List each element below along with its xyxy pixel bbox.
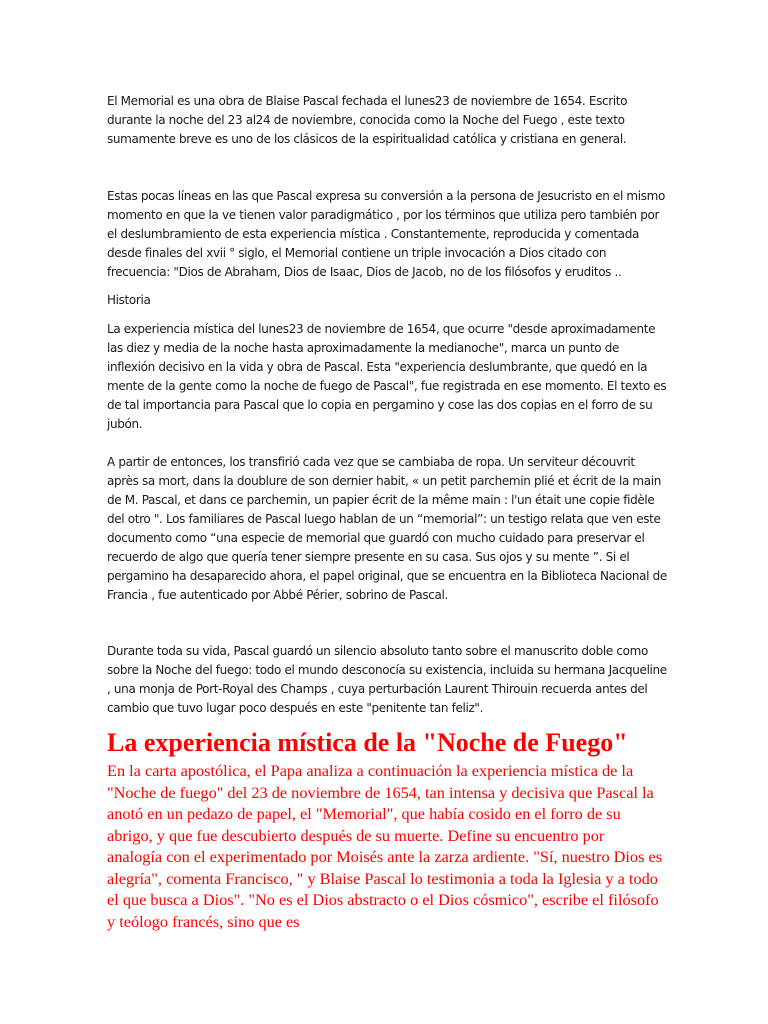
paragraph-intro: El Memorial es una obra de Blaise Pascal fechada el lunes23 de noviembre de 1654. Escrito durante la noche del 23 al24 de noviembre, conocida como la Noche del Fuego , este texto sumamente breve es uno de los clásicos de la espiritualidad católica y cristiana en general. bbox=[107, 94, 628, 146]
red-section-heading: La experiencia mística de la "Noche de Fuego" bbox=[107, 728, 628, 757]
section-heading-historia: Historia bbox=[107, 293, 151, 307]
red-section-body: En la carta apostólica, el Papa analiza a continuación la experiencia mística de la "Noche de fuego" del 23 de noviembre de 1654, tan intensa y decisiva que Pascal la anotó en un pedazo de papel, el "Memorial", que había cosido en el forro de su abrigo, y que fue descubierto después de su muerte. Define su encuentro por analogía con el experimentado por Moisés ante la zarza ardiente. "Sí, nuestro Dios es alegría", comenta Francisco, " y Blaise Pascal lo testimonia a toda la Iglesia y a todo el que busca a Dios". "No es el Dios abstracto o el Dios cósmico", escribe el filósofo y teólogo francés, sino que es bbox=[107, 761, 663, 931]
paragraph-conversion: Estas pocas líneas en las que Pascal expresa su conversión a la persona de Jesucristo en el mismo momento en que la ve tienen valor paradigmático , por los términos que utiliza pero también por el deslumbramiento de esta experiencia mística . Constantemente, reproducida y comentada desde finales del xvii ° siglo, el Memorial contiene un triple invocación a Dios citado con frecuencia: "Dios de Abraham, Dios de Isaac, Dios de Jacob, no de los filósofos y eruditos .. bbox=[107, 189, 665, 279]
paragraph-silence: Durante toda su vida, Pascal guardó un silencio absoluto tanto sobre el manuscrito doble como sobre la Noche del fuego: todo el mundo desconocía su existencia, incluida su hermana Jacqueline , una monja de Port-Royal des Champs , cuya perturbación Laurent Thirouin recuerda antes del cambio que tuvo lugar poco después en este "penitente tan feliz". bbox=[107, 644, 667, 715]
paragraph-mystic-experience: La experiencia mística del lunes23 de noviembre de 1654, que ocurre "desde aproximadamente las diez y media de la noche hasta aproximadamente la medianoche", marca un punto de inflexión decisivo en la vida y obra de Pascal. Esta "experiencia deslumbrante, que quedó en la mente de la gente como la noche de fuego de Pascal", fue registrada en ese momento. El texto es de tal importancia para Pascal que lo copia en pergamino y cose las dos copias en el forro de su jubón. bbox=[107, 322, 667, 431]
paragraph-transfer: A partir de entonces, los transfirió cada vez que se cambiaba de ropa. Un serviteur découvrit après sa mort, dans la doublure de son dernier habit, « un petit parchemin plié et écrit de la main de M. Pascal, et dans ce parchemin, un papier écrit de la même main : l'un était une copie fidèle del otro ". Los familiares de Pascal luego hablan de un “memorial”: un testigo relata que ven este documento como “una especie de memorial que guardó con mucho cuidado para preservar el recuerdo de algo que quería tener siempre presente en su casa. Sus ojos y su mente ”. Si el pergamino ha desaparecido ahora, el papel original, que se encuentra en la Biblioteca Nacional de Francia , fue autenticado por Abbé Périer, sobrino de Pascal. bbox=[107, 455, 667, 602]
